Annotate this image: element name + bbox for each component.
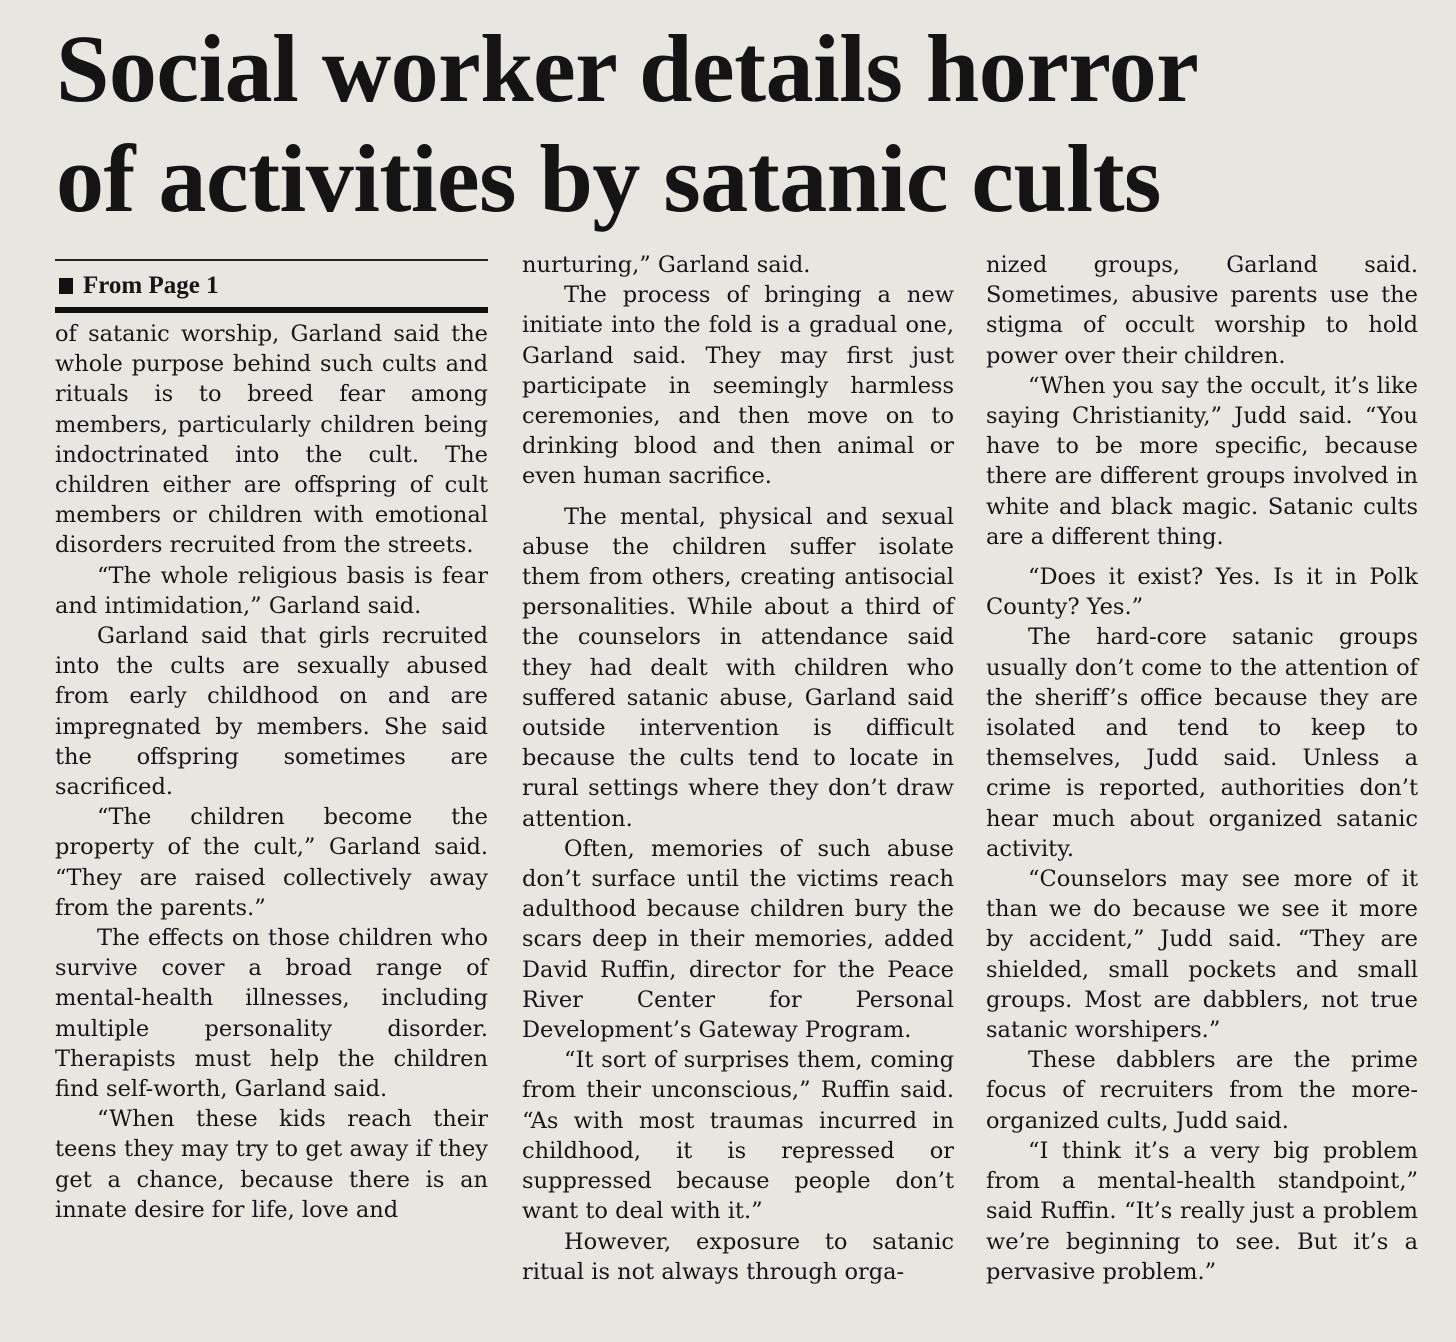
paragraph: of satanic worship, Garland said the whole purpose behind such cults and rituals is to breed fear among members, particularly children being indoctrinated into the cult. The children either are offspring of cult members or children with emotional disorders recruited from the streets. [55,321,488,559]
article-column-2 [522,250,954,1287]
paragraph: The effects on those children who survive cover a broad range of mental-health illnesses, including multiple personality disorder. Therapists must help the children find self-worth, Garland said. [55,925,488,1103]
headline [56,14,1436,234]
paragraph: “It sort of surprises them, coming from their unconscious,” Ruffin said. “As with most traumas incurred in childhood, it is repressed or suppressed because people don’t want to deal with it.” [522,1047,954,1225]
from-page-text: From Page 1 [83,272,219,299]
paragraph: The process of bringing a new initiate into the fold is a gradual one, Garland said. They may first just participate in seemingly harmless ceremonies, and then move on to drinking blood and then animal or even human sacrifice. [522,282,954,490]
paragraph: “Counselors may see more of it than we do because we see it more by accident,” Judd said. “They are shielded, small pockets and small groups. Most are dabblers, not true satanic worshipers.” [986,866,1418,1044]
paragraph: However, exposure to satanic ritual is not always through orga- [522,1228,954,1285]
paragraph: “The whole religious basis is fear and intimidation,” Garland said. [55,562,488,619]
paragraph: Garland said that girls recruited into the cults are sexually abused from early childhood on and are impregnated by members. She said the offspring sometimes are sacrificed. [55,623,488,801]
headline-line-1: Social worker details horror [56,15,1199,122]
paragraph: The mental, physical and sexual abuse the children suffer isolate them from others, creating antisocial personalities. While about a third of the counselors in attendance said they had dealt with children who suffered satanic abuse, Garland said outside intervention is difficult because the cults tend to locate in rural settings where they don’t draw attention. [522,503,954,832]
paragraph: nized groups, Garland said. Sometimes, abusive parents use the stigma of occult worship to hold power over their children. [986,252,1418,369]
paragraph: “I think it’s a very big problem from a mental-health standpoint,” said Ruffin. “It’s really just a problem we’re beginning to see. But it’s a pervasive problem.” [986,1137,1418,1285]
from-page-label [55,259,488,313]
headline-line-2: of activities by satanic cults [56,125,1161,232]
paragraph: Often, memories of such abuse don’t surface until the victims reach adulthood because children bury the scars deep in their memories, added David Ruffin, director for the Peace River Center for Personal Development’s Gateway Program. [522,835,954,1044]
paragraph: “Does it exist? Yes. Is it in Polk County? Yes.” [986,564,1418,621]
paragraph: “When these kids reach their teens they may try to get away if they get a chance, because there is an innate desire for life, love and [55,1106,488,1223]
paragraph: nurturing,” Garland said. [522,252,811,278]
paragraph: These dabblers are the prime focus of recruiters from the more-organized cults, Judd said. [986,1047,1418,1134]
article-column-1 [55,250,488,1225]
square-bullet-icon [59,278,73,294]
paragraph: The hard-core satanic groups usually don’t come to the attention of the sheriff’s office because they are isolated and tend to keep to themselves, Judd said. Unless a crime is reported, authorities don’t hear much about organized satanic activity. [986,624,1418,862]
paragraph: “The children become the property of the cult,” Garland said. “They are raised collectively away from the parents.” [55,804,488,921]
paragraph: “When you say the occult, it’s like saying Christianity,” Judd said. “You have to be more specific, because there are different groups involved in white and black magic. Satanic cults are a different thing. [986,372,1418,550]
article-column-3 [986,250,1418,1287]
